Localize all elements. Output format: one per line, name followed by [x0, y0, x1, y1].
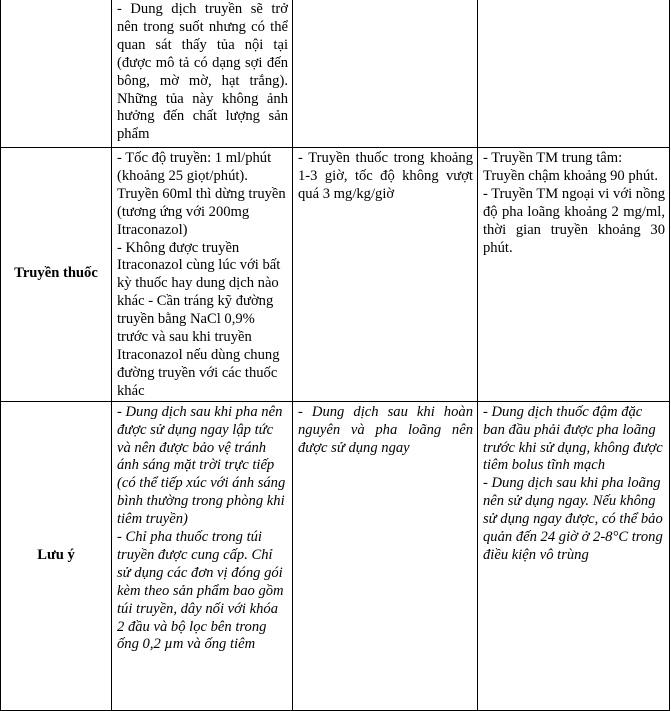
cell-col2 — [293, 401, 478, 710]
cell-paragraph: - Dung dịch sau khi pha loãng nên sử dụng ngay. Nếu không sử dụng ngay được, có thể bảo quản đến 24 giờ ở 2-8°C trong điều kiện vô trùng — [483, 475, 663, 563]
table-row-dilution-note — [1, 0, 670, 148]
table-row-notes — [1, 401, 670, 710]
cell-paragraph: - Truyền TM ngoại vi với nồng độ pha loãng khoảng 2 mg/ml, thời gian truyền khoảng 30 phút. — [483, 185, 665, 256]
row-label — [1, 0, 112, 148]
cell-col1 — [112, 148, 293, 402]
cell-col3 — [478, 148, 670, 402]
cell-col2 — [293, 0, 478, 148]
cell-paragraph: - Tốc độ truyền: 1 ml/phút (khoảng 25 giọt/phút). Truyền 60ml thì dừng truyền (tương ứng với 200mg Itraconazol) — [117, 150, 286, 238]
cell-col2 — [293, 148, 478, 402]
cell-paragraph: - Truyền TM trung tâm: Truyền chậm khoảng 90 phút. — [483, 150, 658, 184]
cell-paragraph: - Chỉ pha thuốc trong túi truyền được cung cấp. Chỉ sử dụng các đơn vị đóng gói kèm theo sản phẩm bao gồm túi truyền, dây nối với khóa 2 đầu và bộ lọc bên trong ống 0,2 µm và ống tiêm — [117, 529, 284, 653]
table-row-infusion — [1, 148, 670, 402]
cell-col3 — [478, 0, 670, 148]
cell-paragraph: - Truyền thuốc trong khoảng 1-3 giờ, tốc độ không vượt quá 3 mg/kg/giờ — [298, 150, 473, 202]
cell-col1 — [112, 401, 293, 710]
cell-col3 — [478, 401, 670, 710]
cell-paragraph: - Dung dịch thuốc đậm đặc ban đầu phải được pha loãng trước khi sử dụng, không được tiêm bolus tĩnh mạch — [483, 403, 663, 474]
cell-paragraph: - Không được truyền Itraconazol cùng lúc với bất kỳ thuốc hay dung dịch nào khác - Cần tráng kỹ đường truyền bằng NaCl 0,9% trước và sau khi truyền Itraconazol nếu dùng chung đường truyền với các thuốc khác — [117, 239, 281, 399]
cell-paragraph: - Dung dịch sau khi hoàn nguyên và pha loãng nên được sử dụng ngay — [298, 403, 473, 456]
cell-paragraph: - Dung dịch truyền sẽ trở nên trong suốt nhưng có thể quan sát thấy tủa nội tại (được mô tả có dạng sợi đến bông, mờ mờ, hạt trắng). Những tủa này không ảnh hưởng đến chất lượng sản phẩm — [117, 1, 288, 143]
cell-paragraph: - Dung dịch sau khi pha nên được sử dụng ngay lập tức và nên được bảo vệ tránh ánh sáng mặt trời trực tiếp (có thể tiếp xúc với ánh sáng bình thường trong phòng khi tiêm truyền) — [117, 403, 286, 528]
row-label: Lưu ý — [1, 401, 112, 710]
cell-col1 — [112, 0, 293, 148]
row-label: Truyền thuốc — [1, 148, 112, 402]
